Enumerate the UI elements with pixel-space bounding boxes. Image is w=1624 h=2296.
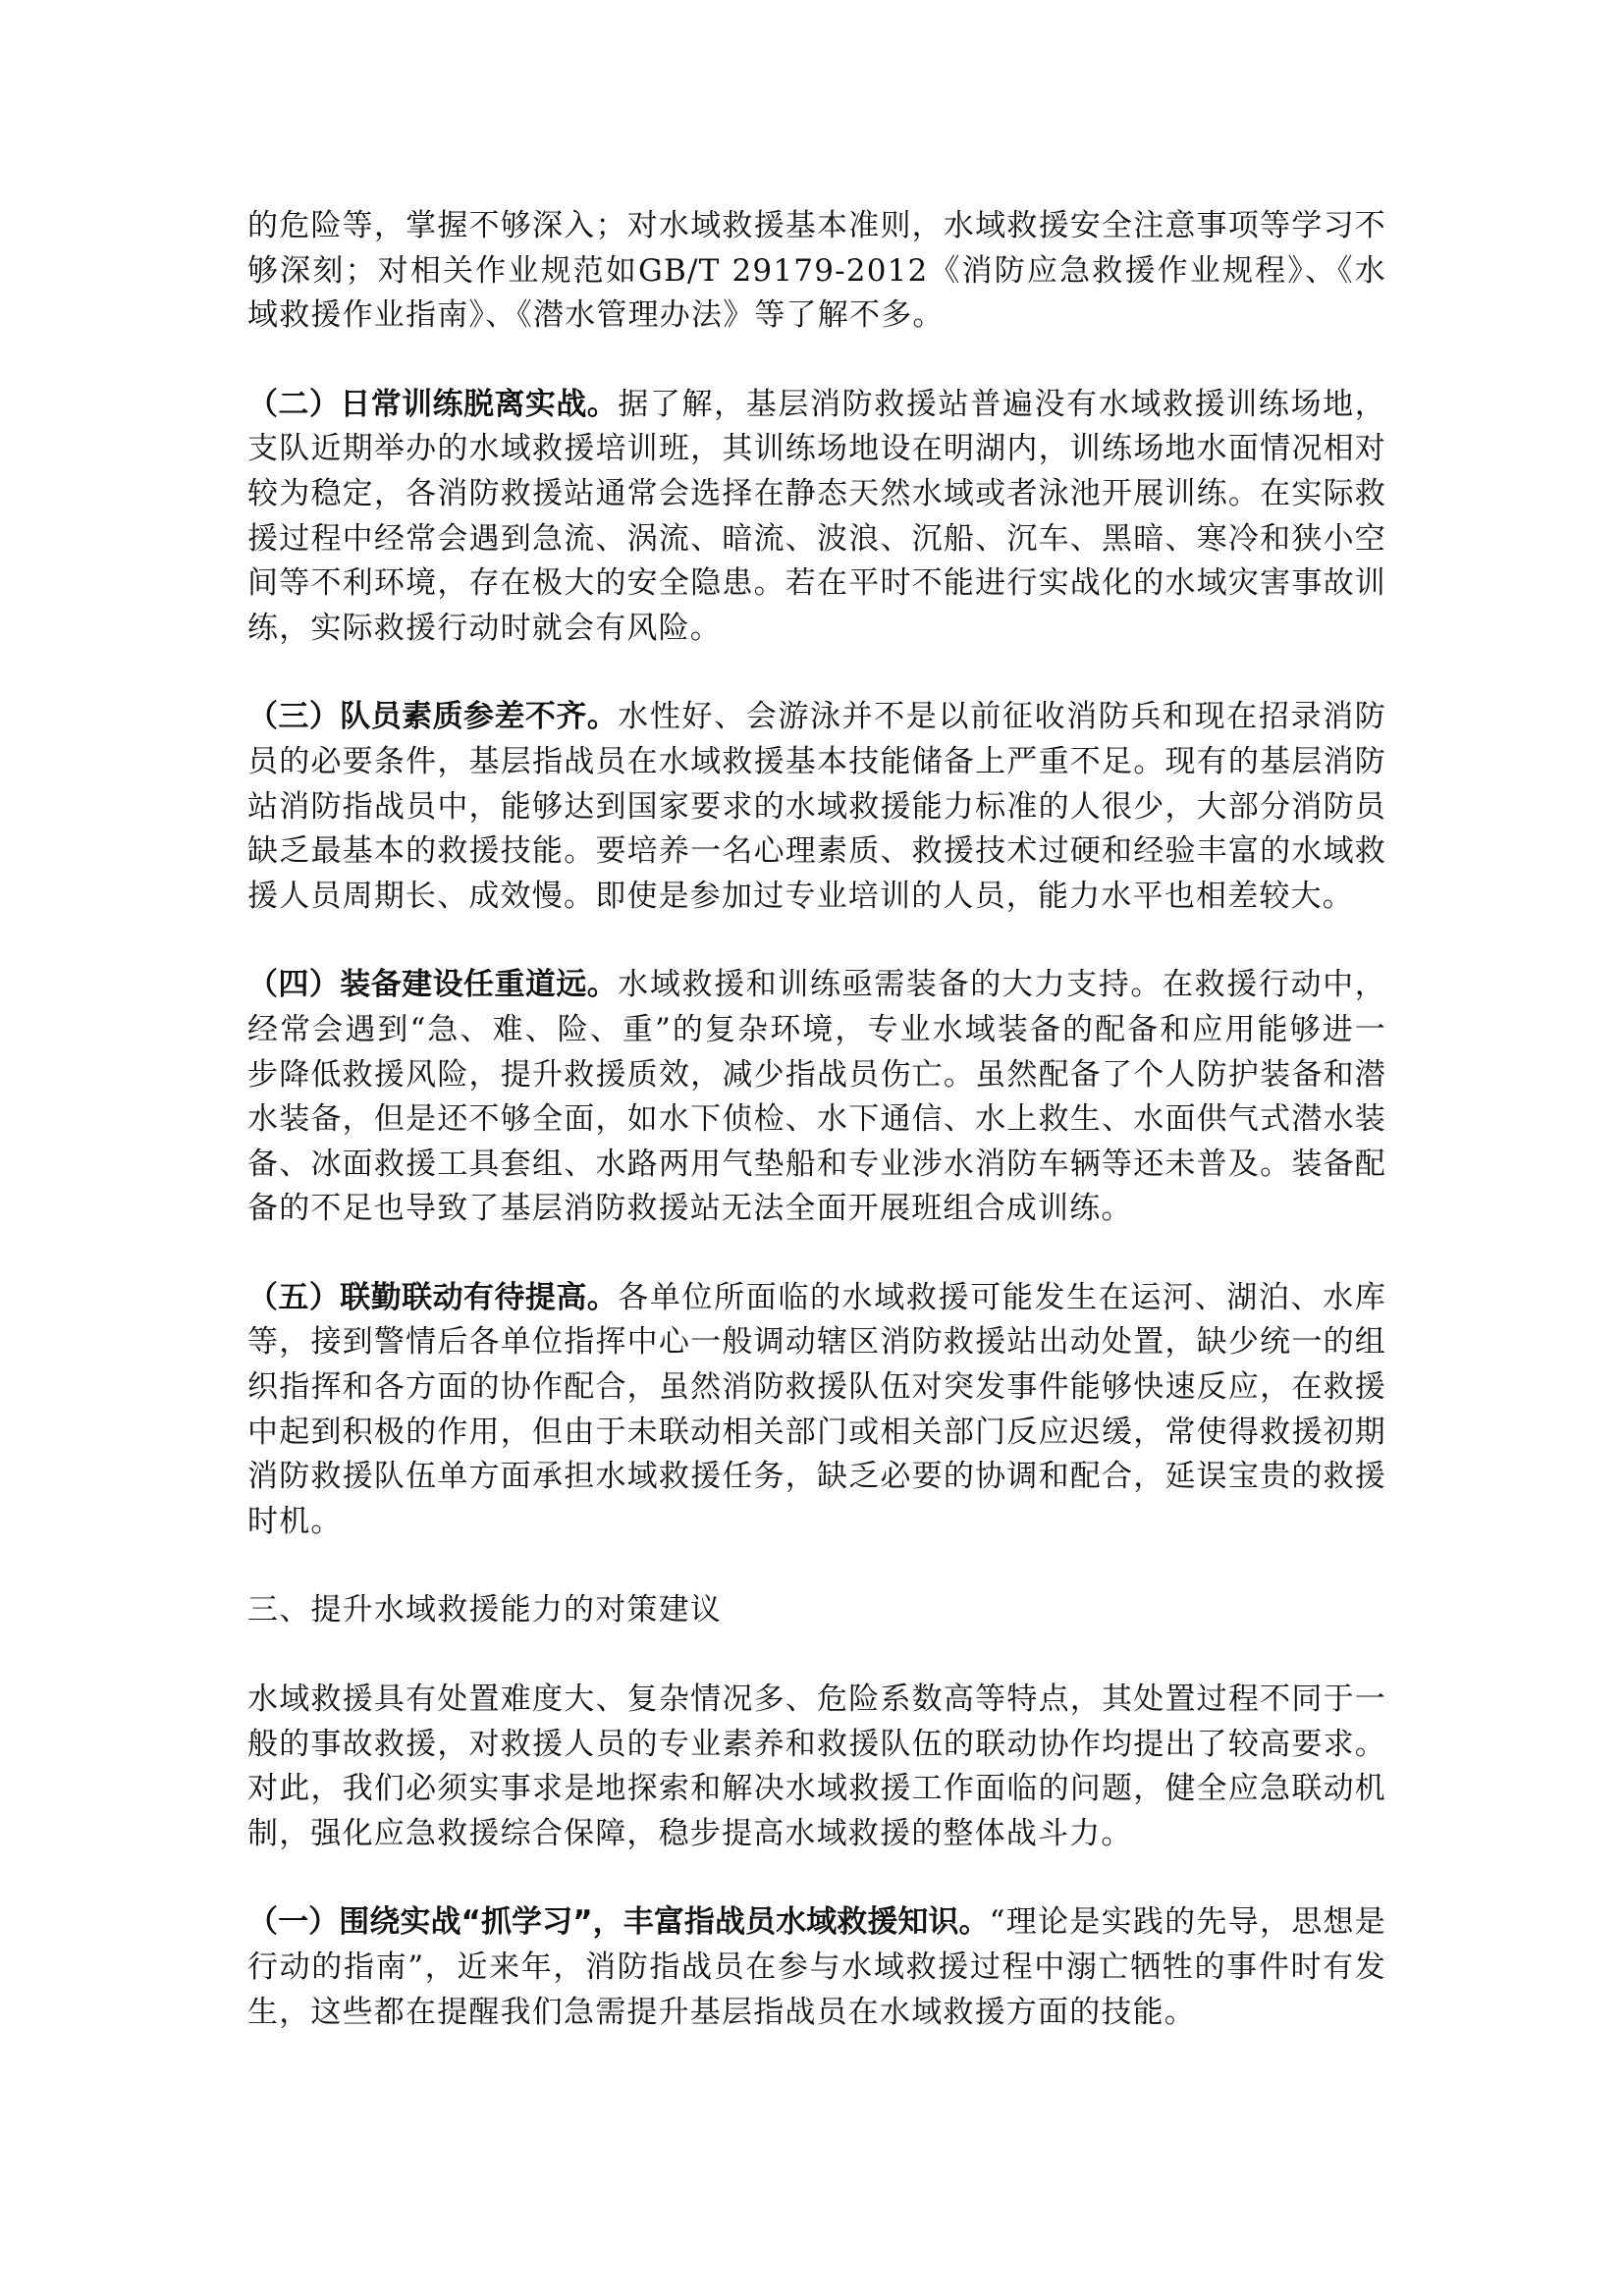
paragraph-coordination [247, 1276, 1386, 1545]
paragraph-body: 水域救援具有处置难度大、复杂情况多、危险系数高等特点，其处置过程不同于一般的事故救援，对救援人员的专业素养和救援队伍的联动协作均提出了较高要求。对此，我们必须实事求是地探索和解决水域救援工作面临的问题，健全应急联动机制，强化应急救援综合保障，稳步提高水域救援的整体战斗力。 [247, 1682, 1386, 1851]
paragraph-lead: （四）装备建设任重道远。 [247, 967, 619, 1003]
paragraph-body: “理论是实践的先导，思想是行动的指南”，近来年，消防指战员在参与水域救援过程中溺亡牺牲的事件时有发生，这些都在提醒我们急需提升基层指战员在水域救援方面的技能。 [247, 1904, 1386, 2030]
paragraph-body: 水域救援和训练亟需装备的大力支持。在救援行动中，经常会遇到“急、难、险、重”的复杂环境，专业水域装备的配备和应用能够进一步降低救援风险，提升救援质效，减少指战员伤亡。虽然配备了个人防护装备和潜水装备，但是还不够全面，如水下侦检、水下通信、水上救生、水面供气式潜水装备、冰面救援工具套组、水路两用气垫船和专业涉水消防车辆等还未普及。装备配备的不足也导致了基层消防救援站无法全面开展班组合成训练。 [247, 967, 1386, 1227]
paragraph-body: 据了解，基层消防救援站普遍没有水域救援训练场地，支队近期举办的水域救援培训班，其训练场地设在明湖内，训练场地水面情况相对较为稳定，各消防救援站通常会选择在静态天然水域或者泳池开展训练。在实际救援过程中经常会遇到急流、涡流、暗流、波浪、沉船、沉车、黑暗、寒冷和狭小空间等不利环境，存在极大的安全隐患。若在平时不能进行实战化的水域灾害事故训练，实际救援行动时就会有风险。 [247, 386, 1386, 646]
document-page [247, 204, 1386, 2079]
paragraph-lead: （五）联勤联动有待提高。 [247, 1279, 619, 1315]
paragraph-knowledge-gaps [247, 204, 1386, 339]
paragraph-body: 的危险等，掌握不够深入；对水域救援基本准则，水域救援安全注意事项等学习不够深刻；对相关作业规范如GB/T 29179-2012《消防应急救援作业规程》、《水域救援作业指南》、《潜水管理办法》等了解不多。 [247, 208, 1386, 334]
paragraph-personnel-quality [247, 695, 1386, 919]
paragraph-training-gap [247, 383, 1386, 652]
paragraph-section-intro [247, 1678, 1386, 1856]
paragraph-lead: （三）队员素质参差不齐。 [247, 699, 619, 735]
paragraph-lead: （二）日常训练脱离实战。 [247, 386, 619, 422]
paragraph-equipment [247, 963, 1386, 1232]
section-heading: 三、提升水域救援能力的对策建议 [247, 1592, 722, 1629]
paragraph-learning [247, 1900, 1386, 2035]
paragraph-body: 水性好、会游泳并不是以前征收消防兵和现在招录消防员的必要条件，基层指战员在水域救援基本技能储备上严重不足。现有的基层消防站消防指战员中，能够达到国家要求的水域救援能力标准的人很少，大部分消防员缺乏最基本的救援技能。要培养一名心理素质、救援技术过硬和经验丰富的水域救援人员周期长、成效慢。即使是参加过专业培训的人员，能力水平也相差较大。 [247, 699, 1386, 914]
paragraph-body: 各单位所面临的水域救援可能发生在运河、湖泊、水库等，接到警情后各单位指挥中心一般调动辖区消防救援站出动处置，缺少统一的组织指挥和各方面的协作配合，虽然消防救援队伍对突发事件能够快速反应，在救援中起到积极的作用，但由于未联动相关部门或相关部门反应迟缓，常使得救援初期消防救援队伍单方面承担水域救援任务，缺乏必要的协调和配合，延误宝贵的救援时机。 [247, 1279, 1386, 1539]
paragraph-lead: （一）围绕实战“抓学习”，丰富指战员水域救援知识。 [247, 1904, 990, 1941]
